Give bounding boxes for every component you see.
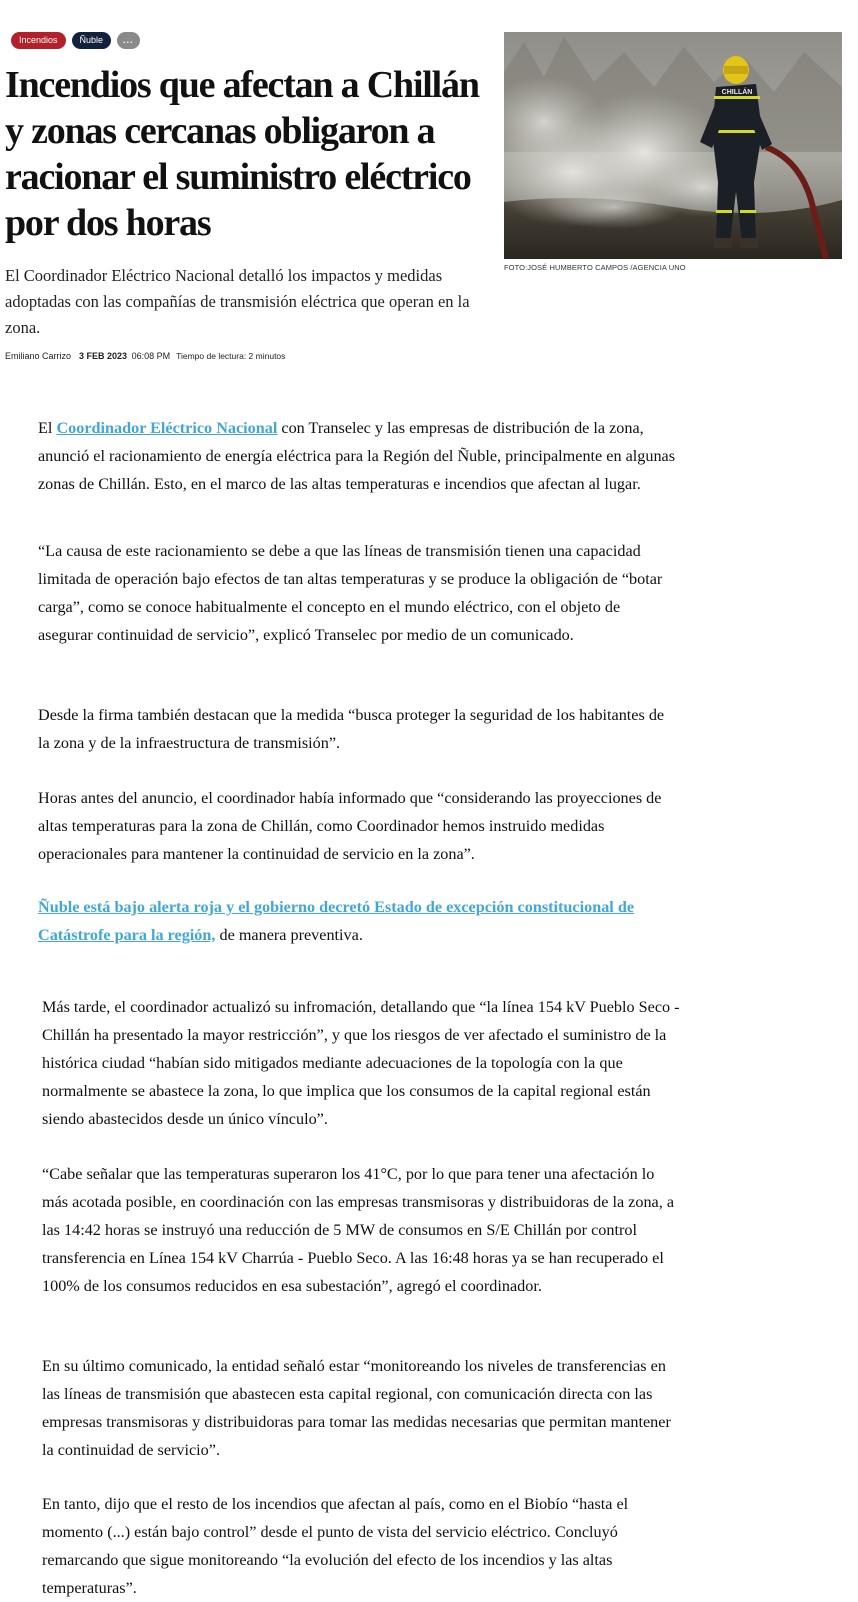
article-subtitle: El Coordinador Eléctrico Nacional detalló los impactos y medidas adoptadas con las compañías de transmisión eléctrica que operan en la zona. xyxy=(5,266,470,337)
paragraph-9: En tanto, dijo que el resto de los incendios que afectan al país, como en el Biobío “hasta el momento (...) están bajo control” desde el punto de vista del servicio eléctrico. Concluyó remarcando que sigue monitoreando “la evolución del efecto de los incendios y las altas temperaturas”. xyxy=(42,1495,629,1597)
paragraph-1-text: con Transelec y las empresas de distribución de la zona, anunció el racionamiento de energía eléctrica para la Región del Ñuble, principalmente en algunas zonas de Chillán. Esto, en el marco de las altas temperaturas e incendios que afectan al lugar. xyxy=(38,419,676,493)
photo-credit: FOTO:JOSÉ HUMBERTO CAMPOS /AGENCIA UNO xyxy=(504,263,686,272)
article-meta xyxy=(5,351,285,361)
alerta-roja-link[interactable]: Ñuble está bajo alerta roja y el gobierno decretó Estado de excepción constitucional de Catástrofe para la región, xyxy=(38,898,635,944)
tag-nuble[interactable]: Ñuble xyxy=(72,32,112,49)
reading-time: Tiempo de lectura: 2 minutos xyxy=(176,351,286,361)
paragraph-5 xyxy=(38,893,678,949)
author-name[interactable]: Emiliano Carrizo xyxy=(5,351,72,361)
tag-list xyxy=(11,32,140,49)
coordinador-link[interactable]: Coordinador Eléctrico Nacional xyxy=(56,419,278,437)
tag-incendios[interactable]: Incendios xyxy=(11,32,66,49)
paragraph-8: En su último comunicado, la entidad señaló estar “monitoreando los niveles de transferencias en las líneas de transmisión que abastecen esta capital regional, con comunicación directa con las empresas transmisoras y distribuidoras para tomar las medidas necesarias que permitan mantener la continuidad de servicio”. xyxy=(42,1357,671,1459)
firefighter-photo xyxy=(504,32,842,259)
article-photo xyxy=(504,32,842,259)
publish-time: 06:08 PM xyxy=(131,351,171,361)
paragraph-2: “La causa de este racionamiento se debe a que las líneas de transmisión tienen una capacidad limitada de operación bajo efectos de tan altas temperaturas y se produce la obligación de “botar carga”, como se conoce habitualmente el concepto en el mundo eléctrico, con el objeto de asegurar continuidad de servicio”, explicó Transelec por medio de un comunicado. xyxy=(38,542,663,644)
article-title: Incendios que afectan a Chillán y zonas cercanas obligaron a racionar el suministro eléctrico por dos horas xyxy=(5,64,479,244)
paragraph-1-prefix: El xyxy=(38,419,57,437)
publish-date: 3 FEB 2023 xyxy=(79,351,128,361)
paragraph-7: “Cabe señalar que las temperaturas superaron los 41°C, por lo que para tener una afectación lo más acotada posible, en coordinación con las empresas transmisoras y distribuidoras de la zona, a las 14:42 horas se instruyó una reducción de 5 MW de consumos en S/E Chillán por control transferencia en Línea 154 kV Charrúa - Pueblo Seco. A las 16:48 horas ya se han recuperado el 100% de los consumos reducidos en esa subestación”, agregó el coordinador. xyxy=(42,1165,675,1295)
paragraph-4: Horas antes del anuncio, el coordinador había informado que “considerando las proyecciones de altas temperaturas para la zona de Chillán, como Coordinador hemos instruido medidas operacionales para mantener la continuidad de servicio en la zona”. xyxy=(38,789,662,863)
paragraph-5-text: de manera preventiva. xyxy=(215,926,363,944)
tag-more-button[interactable]: ... xyxy=(117,32,140,49)
paragraph-6: Más tarde, el coordinador actualizó su infromación, detallando que “la línea 154 kV Pueblo Seco - Chillán ha presentado la mayor restricción”, y que los riesgos de ver afectado el suministro de la histórica ciudad “habían sido mitigados mediante adecuaciones de la topología con la que normalmente se abastece la zona, lo que implica que los consumos de la capital regional están siendo abastecidos desde un único vínculo”. xyxy=(42,998,680,1128)
paragraph-3: Desde la firma también destacan que la medida “busca proteger la seguridad de los habitantes de la zona y de la infraestructura de transmisión”. xyxy=(38,706,665,752)
paragraph-1 xyxy=(38,414,678,498)
vest-label: CHILLÁN xyxy=(721,89,753,96)
